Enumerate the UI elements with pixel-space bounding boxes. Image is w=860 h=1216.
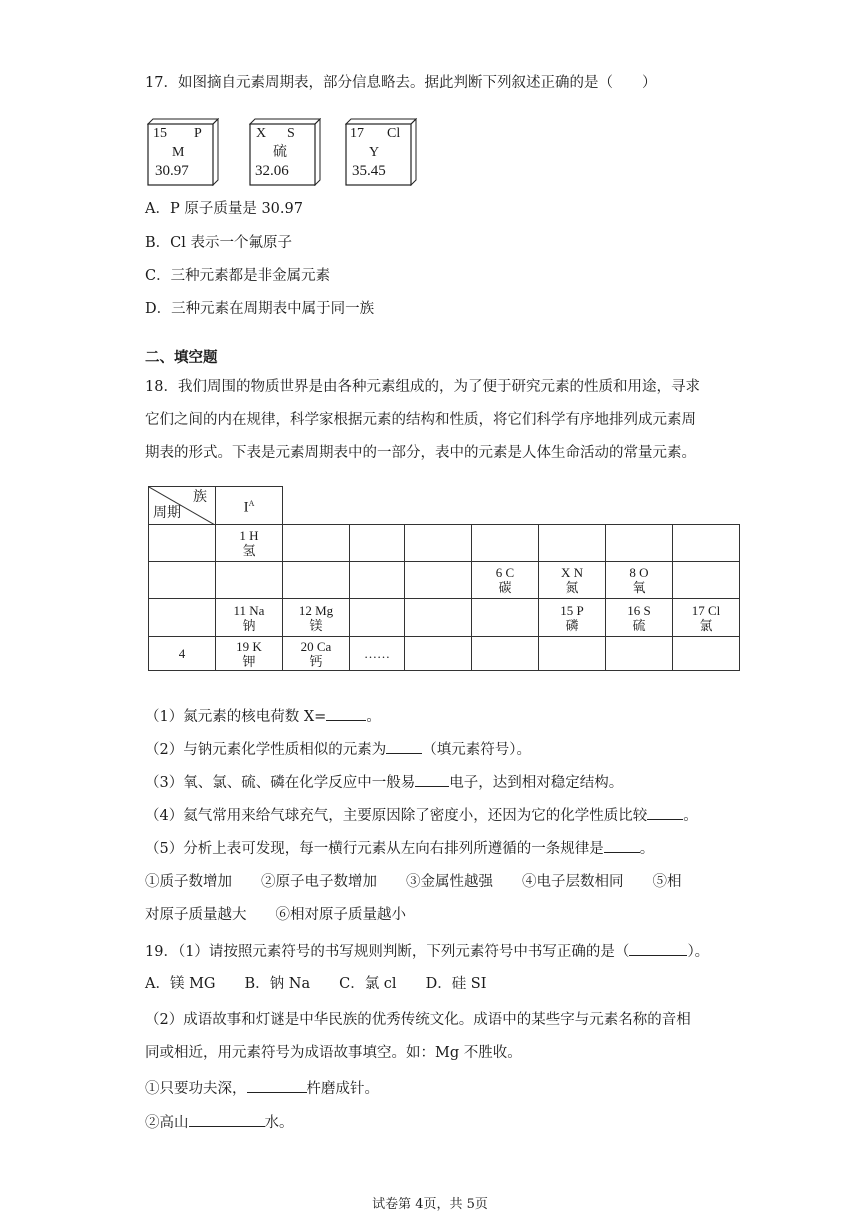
header-zu: 族: [193, 490, 207, 505]
element-name: 磷: [565, 617, 579, 633]
table-cell: [149, 562, 216, 599]
page-footer: 试卷第 4页，共 5页: [372, 1197, 488, 1212]
table-cell: [405, 562, 472, 599]
card-bottom: 32.06: [255, 163, 289, 179]
card-right: S: [287, 126, 295, 141]
symbol: X N: [560, 565, 584, 580]
table-cell: [216, 562, 283, 599]
element-name: 碳: [498, 580, 512, 595]
cell-dots: ……: [350, 637, 405, 671]
answer-blank[interactable]: [326, 706, 366, 721]
symbol: 11 Na: [233, 602, 265, 618]
cell-ca: [283, 637, 350, 671]
card-middle: M: [172, 145, 185, 160]
table-cell: [673, 637, 740, 671]
element-name: 氮: [565, 580, 579, 595]
symbol: 6 C: [495, 565, 515, 580]
q18-sub2: [145, 739, 531, 760]
answer-blank[interactable]: [604, 838, 640, 853]
element-name: 钙: [309, 653, 323, 669]
q18-sub3-text: （3）氧、氯、硫、磷在化学反应中一般易: [145, 775, 416, 791]
q18-sub4-text: （4）氦气常用来给气球充气，主要原因除了密度小，还因为它的化学性质比较: [145, 808, 648, 824]
card-left: X: [256, 126, 267, 141]
answer-blank[interactable]: [647, 805, 683, 820]
q18-sub2-end: （填元素符号）。: [422, 742, 531, 758]
q18-sub3: [145, 772, 623, 793]
element-name: 氯: [699, 617, 713, 633]
q19-sub2-line1: （2）成语故事和灯谜是中华民族的优秀传统文化。成语中的某些字与元素名称的音相: [145, 1012, 691, 1028]
card-middle: Y: [369, 145, 380, 160]
card-right: Cl: [387, 126, 401, 141]
answer-blank[interactable]: [189, 1112, 265, 1127]
q18-sub2-text: （2）与钠元素化学性质相似的元素为: [145, 742, 387, 758]
q19-item1-text: ①只要功夫深，: [145, 1081, 247, 1097]
table-cell: [149, 525, 216, 562]
answer-blank[interactable]: [386, 739, 422, 754]
table-cell: [350, 525, 405, 562]
table-cell: [539, 637, 606, 671]
header-ia-roman: I: [243, 499, 249, 516]
q18-sub1-end: 。: [366, 709, 381, 725]
q18-sub4-end: 。: [683, 808, 698, 824]
card-right: P: [194, 126, 202, 141]
cell-cl: [673, 599, 740, 637]
symbol: 8 O: [629, 565, 649, 580]
q19-item2-text: ②高山: [145, 1115, 189, 1131]
q17-option-b: B．Cl 表示一个氟原子: [145, 235, 292, 251]
q18-sub1: [145, 706, 381, 727]
header-ia: [216, 487, 283, 525]
q17-option-c: C．三种元素都是非金属元素: [145, 268, 331, 284]
symbol: 15 P: [560, 602, 584, 618]
cell-p: [539, 599, 606, 637]
q19-item2: [145, 1112, 294, 1133]
cell-s: [606, 599, 673, 637]
table-row: [149, 599, 740, 637]
q19-sub2-line2: 同或相近，用元素符号为成语故事填空。如：Mg 不胜收。: [145, 1045, 522, 1061]
table-cell: [472, 637, 539, 671]
q19-item1: [145, 1078, 379, 1099]
cell-h: [216, 525, 283, 562]
q19-options: A．镁 MG B．钠 Na C．氯 cl D．硅 SI: [145, 976, 487, 992]
symbol: 12 Mg: [298, 602, 334, 618]
table-cell: [673, 525, 740, 562]
q19-item1-end: 杵磨成针。: [306, 1081, 379, 1097]
q18-choices-line1: ①质子数增加 ②原子电子数增加 ③金属性越强 ④电子层数相同 ⑤相: [145, 874, 682, 890]
card-bottom: 30.97: [155, 163, 189, 179]
symbol: 16 S: [627, 602, 651, 618]
q18-sub5-text: （5）分析上表可发现，每一横行元素从左向右排列所遵循的一条规律是: [145, 841, 604, 857]
symbol: 19 K: [236, 638, 262, 654]
table-cell: [673, 562, 740, 599]
q18-intro-line1: 18．我们周围的物质世界是由各种元素组成的，为了便于研究元素的性质和用途，寻求: [145, 379, 700, 395]
table-cell: [283, 525, 350, 562]
periodic-table: [148, 486, 740, 671]
table-cell: [350, 562, 405, 599]
header-ia-sup: A: [248, 498, 255, 508]
symbol: 20 Ca: [300, 638, 332, 654]
cell-o: [606, 562, 673, 599]
section-title: 二、填空题: [145, 349, 218, 366]
element-card-s: [249, 118, 321, 186]
element-name: 钠: [242, 617, 256, 633]
q18-sub5: [145, 838, 654, 859]
table-cell: [405, 599, 472, 637]
answer-blank[interactable]: [629, 941, 687, 956]
table-cell: [405, 637, 472, 671]
table-cell: [472, 599, 539, 637]
card-left: 15: [153, 126, 167, 141]
table-cell: [606, 637, 673, 671]
element-card-p: [147, 118, 219, 186]
q19-sub1-end: ）。: [687, 944, 710, 960]
element-name: 硫: [632, 617, 646, 633]
table-row: [149, 637, 740, 671]
table-cell: [472, 525, 539, 562]
table-cell: [149, 599, 216, 637]
card-bottom: 35.45: [352, 163, 386, 179]
element-card-cl: [345, 118, 417, 186]
answer-blank[interactable]: [415, 772, 449, 787]
table-cell: [350, 599, 405, 637]
table-cell: [405, 525, 472, 562]
cell-c: [472, 562, 539, 599]
cell-mg: [283, 599, 350, 637]
cell-k: [216, 637, 283, 671]
q18-choices-line2: 对原子质量越大 ⑥相对原子质量越小: [145, 907, 406, 923]
element-name: 氧: [632, 580, 646, 595]
symbol: 1 H: [239, 528, 259, 543]
answer-blank[interactable]: [247, 1078, 307, 1093]
element-name: 镁: [309, 617, 323, 633]
table-row: [149, 487, 740, 525]
element-name: 钾: [242, 653, 256, 669]
q18-sub1-text: （1）氮元素的核电荷数 X=: [145, 709, 327, 725]
symbol: 17 Cl: [691, 602, 721, 618]
cell-na: [216, 599, 283, 637]
q18-sub5-end: 。: [639, 841, 655, 857]
card-left: 17: [350, 126, 364, 141]
table-cell: [606, 525, 673, 562]
q17-option-a: A．P 原子质量是 30.97: [145, 201, 303, 217]
q18-intro-line3: 期表的形式。下表是元素周期表中的一部分，表中的元素是人体生命活动的常量元素。: [145, 445, 696, 461]
table-row: [149, 562, 740, 599]
q18-sub4: [145, 805, 698, 826]
table-cell: [283, 562, 350, 599]
q17-option-d: D．三种元素在周期表中属于同一族: [145, 301, 375, 317]
table-row: [149, 525, 740, 562]
element-name: 氢: [242, 543, 256, 558]
cell-period-4: 4: [149, 637, 216, 671]
q18-intro-line2: 它们之间的内在规律，科学家根据元素的结构和性质，将它们科学有序地排列成元素周: [145, 412, 696, 428]
q19-sub1: [145, 941, 709, 962]
header-zhouqi: 周期: [153, 506, 181, 521]
q18-sub3-end: 电子，达到相对稳定结构。: [449, 775, 624, 791]
q17-stem: 17．如图摘自元素周期表，部分信息略去。据此判断下列叙述正确的是（ ）: [145, 75, 657, 91]
q19-sub1-text: 19．（1）请按照元素符号的书写规则判断，下列元素符号中书写正确的是（: [145, 944, 630, 960]
table-cell: [539, 525, 606, 562]
card-middle: 硫: [273, 145, 287, 160]
cell-n: [539, 562, 606, 599]
header-diagonal-cell: [149, 487, 216, 525]
q19-item2-end: 水。: [264, 1115, 294, 1131]
